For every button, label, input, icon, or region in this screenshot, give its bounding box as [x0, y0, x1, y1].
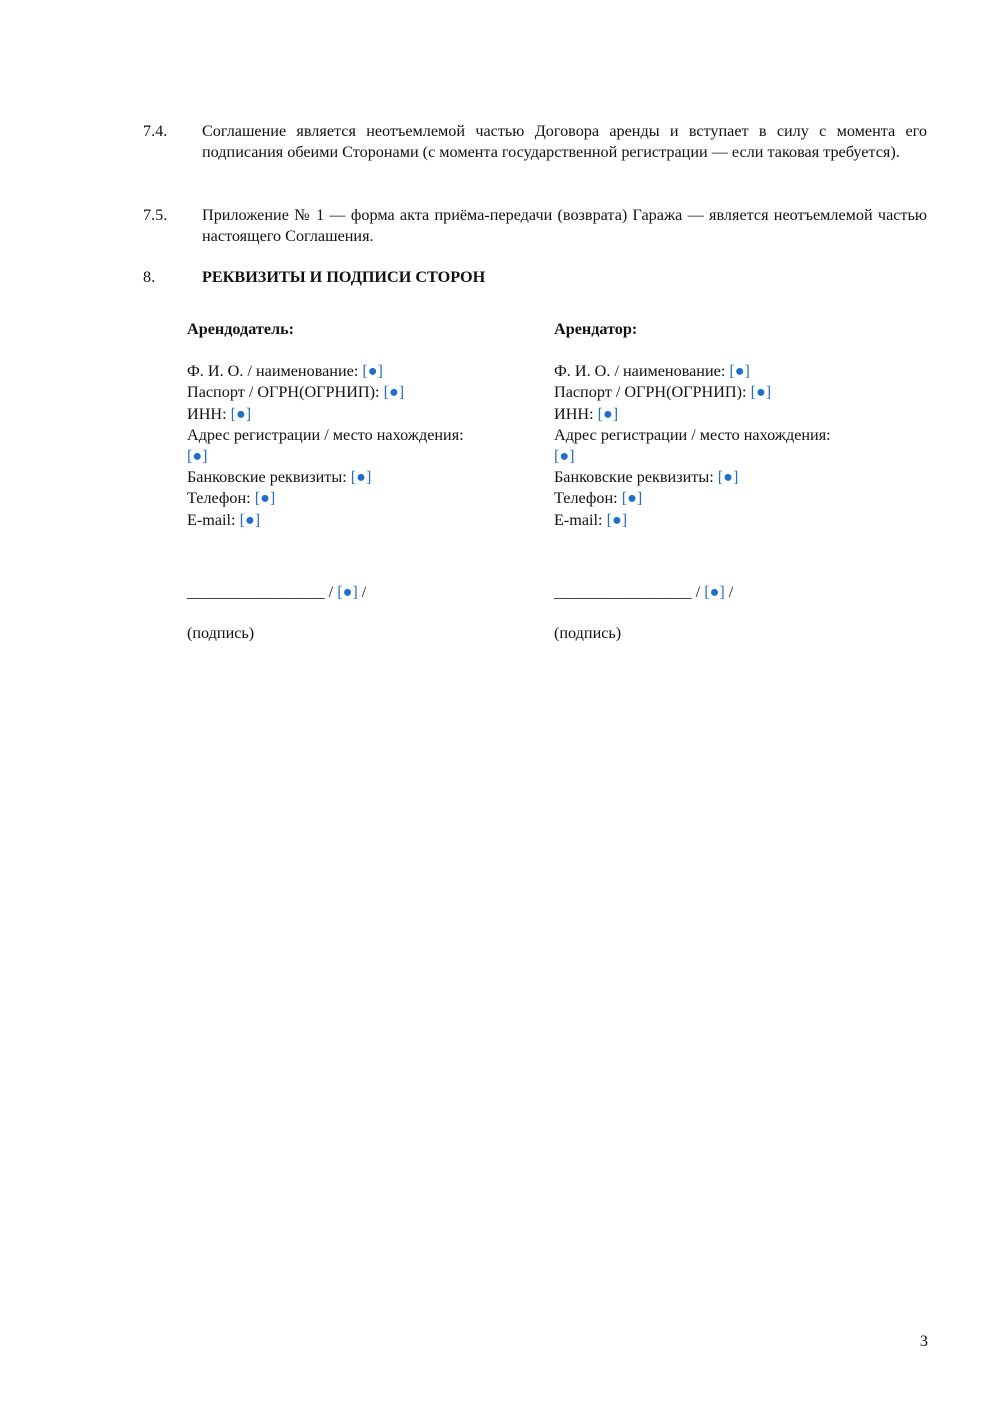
placeholder-marker: [●]	[717, 468, 739, 487]
field-address: Адрес регистрации / место нахождения:	[554, 425, 831, 444]
clause-text: Приложение № 1 — форма акта приёма-передачи (возврата) Гаража — является неотъемлемой частью настоящего Соглашения.	[202, 206, 927, 246]
clause-number: 7.5.	[143, 206, 168, 224]
party-title: Арендодатель:	[187, 320, 295, 338]
field-name: Ф. И. О. / наименование: [●]	[554, 362, 750, 381]
placeholder-marker: [●]	[729, 362, 750, 381]
placeholder-marker: [●]	[337, 583, 358, 601]
signature-caption: (подпись)	[554, 624, 622, 643]
field-passport: Паспорт / ОГРН(ОГРНИП): [●]	[187, 383, 405, 402]
section-title: РЕКВИЗИТЫ И ПОДПИСИ СТОРОН	[202, 268, 486, 286]
placeholder-marker: [●]	[362, 362, 383, 381]
clause-7-5	[143, 205, 927, 247]
field-inn: ИНН: [●]	[187, 404, 252, 423]
field-bank: Банковские реквизиты: [●]	[554, 468, 739, 487]
field-email: E-mail: [●]	[187, 510, 261, 529]
placeholder-marker: [●]	[383, 383, 405, 402]
party-tenant	[554, 319, 884, 531]
placeholder-marker: [●]	[597, 404, 619, 423]
clause-text: Соглашение является неотъемлемой частью Договора аренды и вступает в силу с момента его подписания обеими Сторонами (с момента государственной регистрации — если таковая требуется).	[202, 122, 927, 162]
field-email: E-mail: [●]	[554, 510, 628, 529]
placeholder-marker: [●]	[704, 583, 725, 601]
placeholder-marker: [●]	[606, 510, 628, 529]
field-phone: Телефон: [●]	[187, 489, 276, 508]
party-title: Арендатор:	[554, 320, 638, 338]
field-passport: Паспорт / ОГРН(ОГРНИП): [●]	[554, 383, 772, 402]
placeholder-marker: [●]	[621, 489, 643, 508]
signature-block-tenant	[554, 582, 884, 644]
clause-7-4	[143, 121, 927, 163]
section-number: 8.	[143, 268, 156, 286]
signature-line: _________________ / [●] /	[187, 583, 367, 601]
field-address-value	[187, 446, 517, 467]
field-inn: ИНН: [●]	[554, 404, 619, 423]
field-address-value	[554, 446, 884, 467]
party-landlord	[187, 319, 517, 531]
signature-caption: (подпись)	[187, 624, 255, 643]
clause-number: 7.4.	[143, 122, 168, 140]
signature-line: _________________ / [●] /	[554, 583, 734, 601]
field-phone: Телефон: [●]	[554, 489, 643, 508]
signature-block-landlord	[187, 582, 517, 644]
placeholder-marker: [●]	[750, 383, 772, 402]
placeholder-marker: [●]	[230, 404, 252, 423]
field-address: Адрес регистрации / место нахождения:	[187, 425, 464, 444]
field-name: Ф. И. О. / наименование: [●]	[187, 362, 383, 381]
page-number: 3	[919, 1332, 928, 1350]
placeholder-marker: [●]	[254, 489, 276, 508]
placeholder-marker: [●]	[187, 447, 208, 466]
section-heading	[143, 267, 927, 288]
placeholder-marker: [●]	[239, 510, 261, 529]
field-bank: Банковские реквизиты: [●]	[187, 468, 372, 487]
placeholder-marker: [●]	[350, 468, 372, 487]
placeholder-marker: [●]	[554, 447, 575, 466]
